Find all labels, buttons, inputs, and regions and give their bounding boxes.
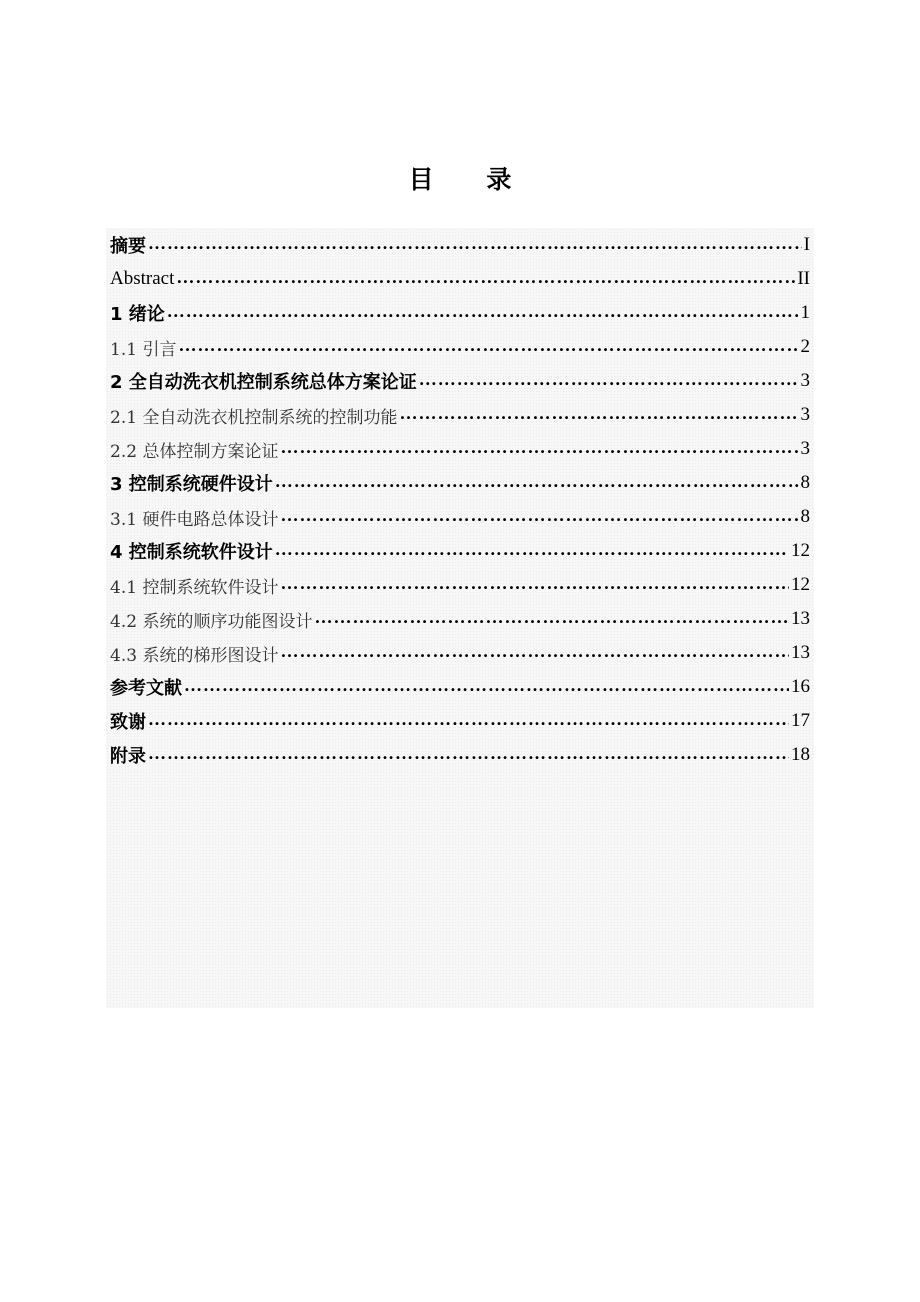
toc-dot-leader bbox=[148, 710, 789, 728]
toc-entry[interactable] bbox=[110, 228, 810, 262]
toc-dot-leader bbox=[178, 336, 798, 354]
toc-entry[interactable] bbox=[110, 330, 810, 364]
toc-entry-page: 8 bbox=[800, 472, 810, 493]
toc-entry[interactable] bbox=[110, 568, 810, 602]
toc-entry-page: 13 bbox=[791, 642, 810, 663]
toc-entry-label: 附录 bbox=[110, 746, 146, 767]
toc-dot-leader bbox=[399, 404, 798, 422]
toc-entry-label: 1 绪论 bbox=[110, 304, 165, 325]
toc-dot-leader bbox=[176, 268, 795, 286]
toc-entry[interactable] bbox=[110, 364, 810, 398]
toc-dot-leader bbox=[280, 506, 798, 524]
toc-entry[interactable] bbox=[110, 738, 810, 772]
toc-dot-leader bbox=[314, 608, 789, 626]
toc-entry-page: 13 bbox=[791, 608, 810, 629]
toc-dot-leader bbox=[148, 234, 802, 252]
toc-entry[interactable] bbox=[110, 670, 810, 704]
toc-entry-page: 17 bbox=[791, 710, 810, 731]
toc-entry-page: 3 bbox=[800, 404, 810, 425]
toc-entry-page: 8 bbox=[800, 506, 810, 527]
toc-dot-leader bbox=[184, 676, 789, 694]
toc-entry[interactable] bbox=[110, 500, 810, 534]
toc-entry-page: 12 bbox=[791, 540, 810, 561]
toc-entry-label: Abstract bbox=[110, 268, 175, 289]
toc-entry-label: 3 控制系统硬件设计 bbox=[110, 474, 273, 495]
page-title: 目 录 bbox=[408, 165, 534, 194]
toc-entry-page: 18 bbox=[791, 744, 810, 765]
toc-entry-label: 4.2 系统的顺序功能图设计 bbox=[110, 611, 313, 632]
toc-dot-leader bbox=[280, 438, 798, 456]
toc-entry[interactable] bbox=[110, 398, 810, 432]
toc-entry[interactable] bbox=[110, 602, 810, 636]
toc-entry-page: 16 bbox=[791, 676, 810, 697]
toc-entry-label: 2 全自动洗衣机控制系统总体方案论证 bbox=[110, 372, 417, 393]
toc-entry-page: 3 bbox=[800, 370, 810, 391]
toc-entry[interactable] bbox=[110, 704, 810, 738]
toc-dot-leader bbox=[167, 302, 799, 320]
toc-dot-leader bbox=[280, 642, 789, 660]
toc-entry-label: 4.1 控制系统软件设计 bbox=[110, 577, 279, 598]
toc-entry-page: II bbox=[797, 268, 810, 289]
toc-entry-page: I bbox=[803, 234, 810, 255]
toc-entry-page: 3 bbox=[800, 438, 810, 459]
toc-entry[interactable] bbox=[110, 262, 810, 296]
toc-dot-leader bbox=[148, 744, 789, 762]
toc-entry-label: 摘要 bbox=[110, 236, 146, 257]
toc-entry-label: 2.2 总体控制方案论证 bbox=[110, 441, 279, 462]
toc-entry-label: 4.3 系统的梯形图设计 bbox=[110, 645, 279, 666]
toc-entry-label: 2.1 全自动洗衣机控制系统的控制功能 bbox=[110, 407, 398, 428]
toc-dot-leader bbox=[419, 370, 799, 388]
toc-entry-page: 2 bbox=[800, 336, 810, 357]
toc-dot-leader bbox=[275, 540, 789, 558]
toc-entry-label: 1.1 引言 bbox=[110, 339, 177, 360]
toc-entry-label: 致谢 bbox=[110, 712, 146, 733]
toc-entry[interactable] bbox=[110, 466, 810, 500]
toc-entry[interactable] bbox=[110, 296, 810, 330]
toc-entry-label: 3.1 硬件电路总体设计 bbox=[110, 509, 279, 530]
toc-entry-page: 12 bbox=[791, 574, 810, 595]
toc-entry[interactable] bbox=[110, 636, 810, 670]
toc-entry[interactable] bbox=[110, 534, 810, 568]
toc-entry-page: 1 bbox=[800, 302, 810, 323]
toc-dot-leader bbox=[275, 472, 799, 490]
toc-dot-leader bbox=[280, 574, 789, 592]
toc-entry-label: 参考文献 bbox=[110, 678, 182, 699]
toc-entry[interactable] bbox=[110, 432, 810, 466]
toc-entry-label: 4 控制系统软件设计 bbox=[110, 542, 273, 563]
